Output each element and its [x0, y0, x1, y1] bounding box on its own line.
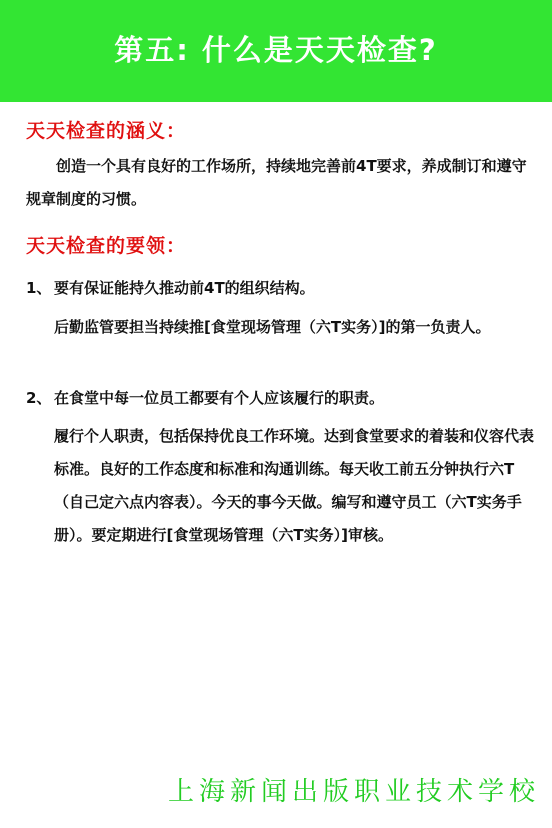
page-title: 第五: 什么是天天检查? — [114, 33, 438, 67]
list-item-2-body: 履行个人职责，包括保持优良工作环境。达到食堂要求的着装和仪容代表标准。良好的工作态度和标准和沟通训练。每天收工前五分钟执行六T（自己定六点内容表）。今天的事今天做。编写和遵守员工（六T实务手册）。要定期进行[食堂现场管理（六T实务）]审核。 — [54, 427, 535, 544]
list-item-1-text: 要有保证能持久推动前4T的组织结构。 — [54, 279, 315, 297]
meaning-section-title: 天天检查的涵义： — [26, 120, 187, 142]
list-item-1-body: 后勤监管要担当持续推[食堂现场管理（六T实务）]的第一负责人。 — [54, 318, 491, 336]
essentials-section-title: 天天检查的要领： — [26, 235, 187, 257]
list-item-2-number: 2、 — [26, 389, 52, 407]
list-item-1-heading — [26, 272, 536, 305]
list-item-2-text: 在食堂中每一位员工都要有个人应该履行的职责。 — [54, 389, 385, 407]
school-name-footer: 上海新闻出版职业技术学校 — [167, 777, 540, 807]
header-banner — [0, 0, 552, 102]
list-item-1-number: 1、 — [26, 279, 52, 297]
meaning-paragraph: 创造一个具有良好的工作场所，持续地完善前4T要求，养成制订和遵守规章制度的习惯。 — [26, 157, 527, 208]
list-item-2-heading — [26, 382, 536, 415]
